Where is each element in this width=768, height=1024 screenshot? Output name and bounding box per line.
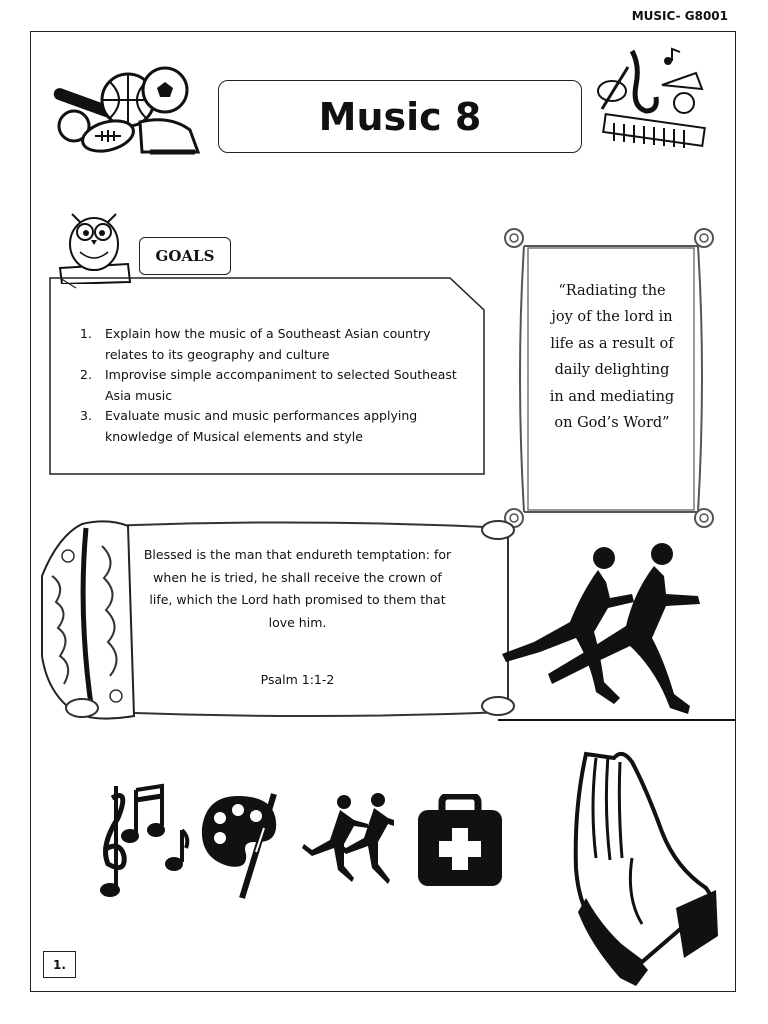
runners-small-icon xyxy=(300,790,396,890)
goal-item: 1. Explain how the music of a Southeast Asian country relates to its geography and culture xyxy=(80,326,431,362)
owl-icon xyxy=(56,208,132,284)
first-aid-kit-icon xyxy=(416,794,504,888)
page-title: Music 8 xyxy=(318,94,482,139)
title-box xyxy=(218,80,582,153)
sports-equipment-icon xyxy=(50,60,205,160)
goal-item: 2. Improvise simple accompaniment to selected Southeast Asia music xyxy=(80,367,457,403)
document-code: MUSIC- G8001 xyxy=(631,9,728,23)
motto-quote: “Radiating the joy of the lord in life as a result of daily delighting in and mediating on God’s Word” xyxy=(549,283,675,432)
praying-hands-icon xyxy=(566,748,718,988)
page-number: 1. xyxy=(43,951,76,978)
art-palette-icon xyxy=(198,790,280,902)
goals-heading: GOALS xyxy=(139,237,231,275)
bible-verse: Blessed is the man that endureth temptation: for when he is tried, he shall receive the crown of life, which the Lord hath promised to them that love him. xyxy=(143,547,452,630)
musical-instruments-icon xyxy=(592,45,710,165)
goal-item: 3. Evaluate music and music performances applying knowledge of Musical elements and style xyxy=(80,408,418,444)
goals-list xyxy=(80,324,460,447)
runners-silhouette-icon xyxy=(494,542,738,726)
music-notes-icon xyxy=(86,778,192,902)
verse-reference: Psalm 1:1-2 xyxy=(260,672,335,687)
